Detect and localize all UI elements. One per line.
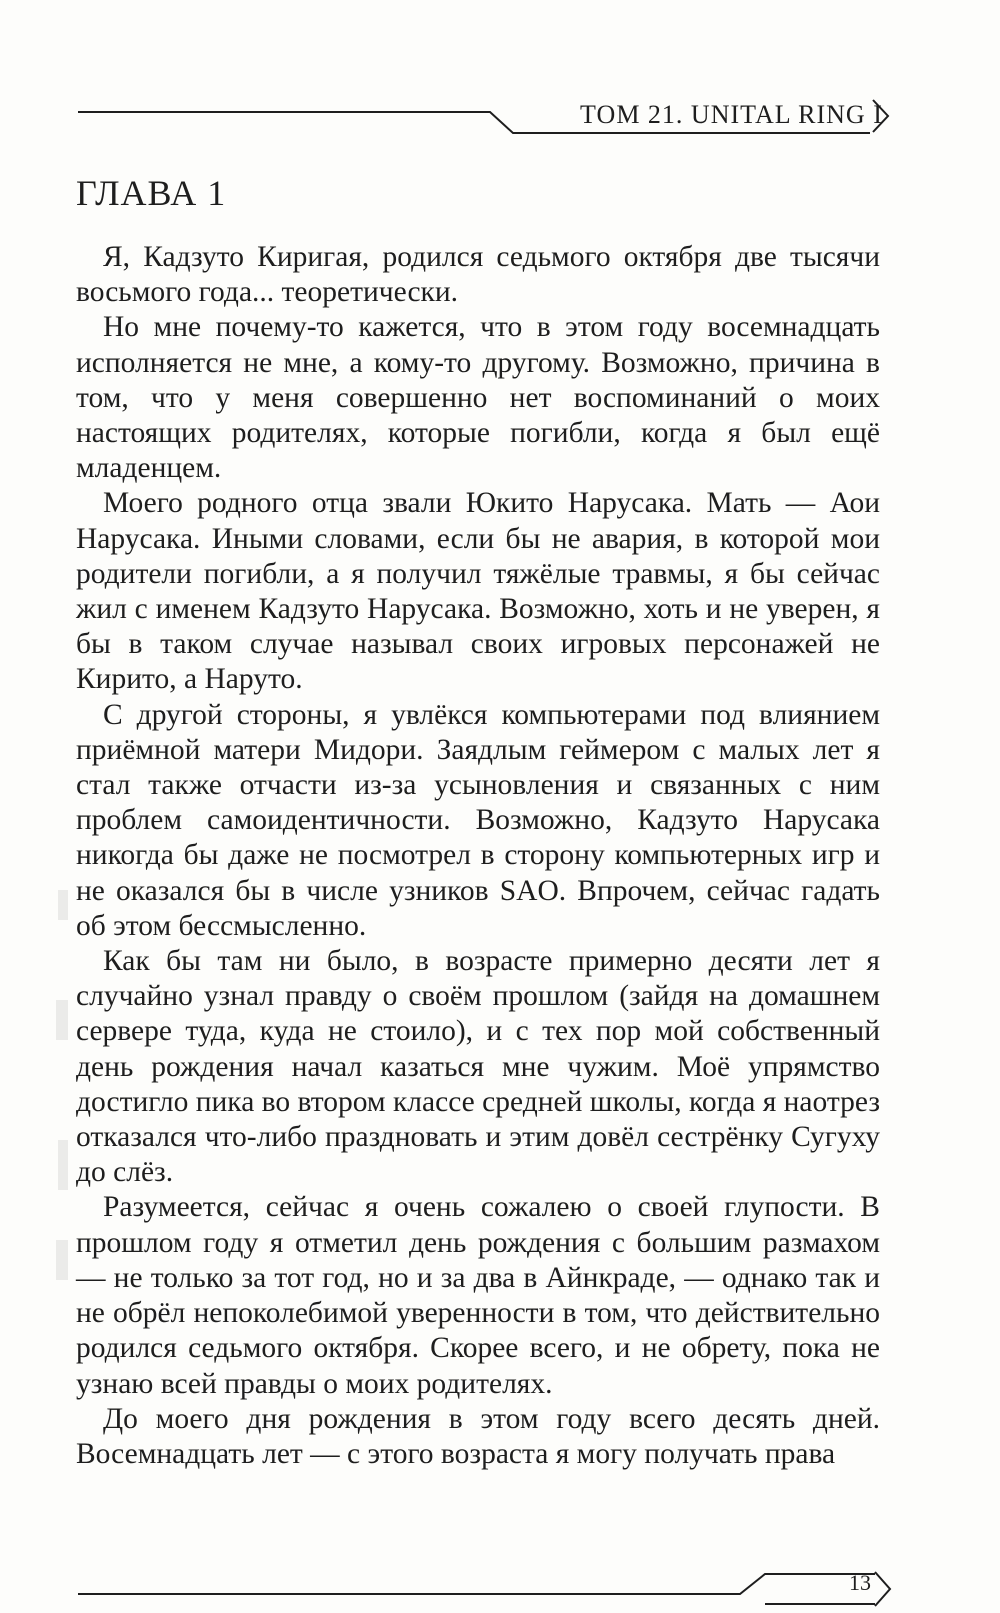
paragraph: Моего родного отца звали Юкито Нарусака. Мать — Аои Нарусака. Иными словами, если бы не авария, в которой мои родители погибли, а я получил тяжёлые травмы, я бы сейчас жил с именем Кадзуто Нарусака. Возможно, хоть и не уверен, я бы в таком случае называл своих игровых персонажей не Кирито, а Наруто. (76, 487, 880, 696)
paragraph: Я, Кадзуто Киригая, родился седьмого октября две тысячи восьмого года... теоретически. (76, 241, 880, 309)
page-number: 13 (849, 1570, 871, 1595)
paragraph: До моего дня рождения в этом году всего десять дней. Восемнадцать лет — с этого возраста я могу получать права (76, 1402, 880, 1470)
paragraph: Как бы там ни было, в возрасте примерно десяти лет я случайно узнал правду о своём прошлом (зайдя на домашнем сервере туда, куда не стоило), и с тех пор мой собственный день рождения начал казаться мне чужим. Моё упрямство достигло пика во втором классе средней школы, когда я наотрез отказался что-либо праздновать и этим довёл сестрёнку Сугуху до слёз. (76, 945, 880, 1189)
running-title: ТОМ 21. UNITAL RING I (580, 100, 883, 129)
paragraph: Разумеется, сейчас я очень сожалею о своей глупости. В прошлом году я отметил день рождения с большим размахом — не только за тот год, но и за два в Айнкраде, — однако так и не обрёл непоколебимой уверенности в том, что действительно родился седьмого октября. Скорее всего, и не обрету, пока не узнаю всей правды о моих родителях. (76, 1191, 880, 1400)
paragraph: Но мне почему-то кажется, что в этом году восемнадцать исполняется не мне, а кому-то другому. Возможно, причина в том, что у меня совершенно нет воспоминаний о моих настоящих родителях, которые погибли, когда я был ещё младенцем. (76, 311, 880, 485)
paragraph: С другой стороны, я увлёкся компьютерами под влиянием приёмной матери Мидори. Заядлым геймером с малых лет я стал также отчасти из-за усыновления и связанных с ним проблем самоидентичности. Возможно, Кадзуто Нарусака никогда бы даже не посмотрел в сторону компьютерных игр и не оказался бы в числе узников SAO. Впрочем, сейчас гадать об этом бессмысленно. (76, 698, 880, 942)
body-text (76, 240, 880, 1472)
bleed-through-mark (50, 880, 80, 1300)
chapter-title: ГЛАВА 1 (76, 173, 227, 213)
header-rule-ornament (0, 0, 1000, 160)
